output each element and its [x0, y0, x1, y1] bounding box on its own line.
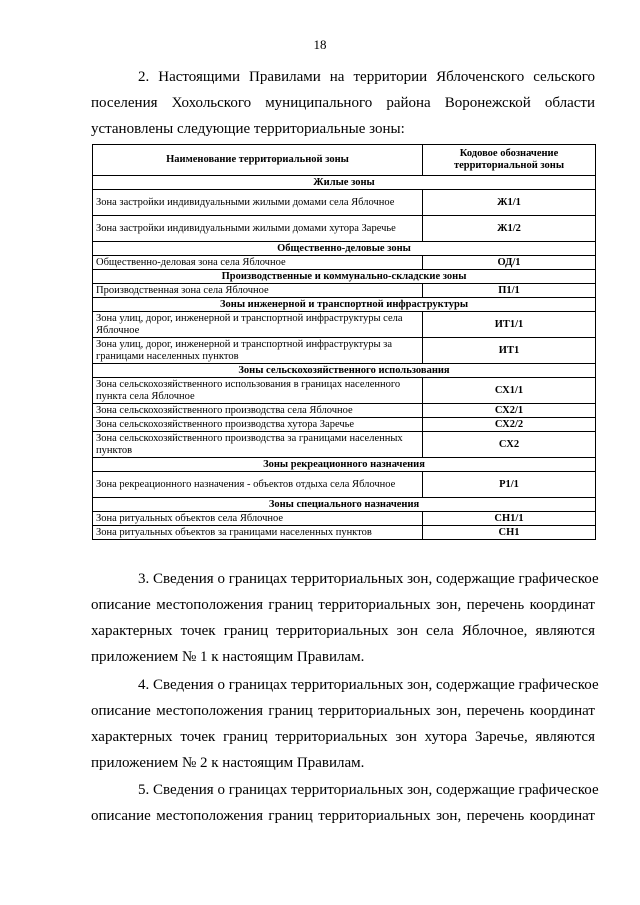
- section-row: [93, 298, 596, 312]
- table-row: [93, 256, 596, 270]
- column-header-code: Кодовое обозначение территориальной зоны: [423, 145, 596, 176]
- zone-code: Ж1/2: [423, 216, 596, 242]
- section-row: [93, 176, 596, 190]
- zone-code: Ж1/1: [423, 190, 596, 216]
- table-row: [93, 432, 596, 458]
- text-line: 5. Сведения о границах территориальных зон, содержащие графическое: [138, 782, 599, 798]
- section-title: Жилые зоны: [93, 176, 596, 190]
- zone-name: Производственная зона села Яблочное: [93, 284, 423, 298]
- paragraph-3: [91, 566, 599, 670]
- column-header-name: Наименование территориальной зоны: [93, 145, 423, 176]
- text-line: приложением № 2 к настоящим Правилам.: [91, 755, 365, 771]
- section-title: Зоны рекреационного назначения: [93, 458, 596, 472]
- zone-code: СХ1/1: [423, 378, 596, 404]
- table-row: [93, 404, 596, 418]
- section-title: Производственные и коммунально-складские зоны: [93, 270, 596, 284]
- zone-name: Зона рекреационного назначения - объектов отдыха села Яблочное: [93, 472, 423, 498]
- table-row: [93, 472, 596, 498]
- text-line: 2. Настоящими Правилами на территории Яблоченского сельского: [138, 69, 595, 85]
- paragraph-4: [91, 672, 599, 776]
- zone-name: Зона ритуальных объектов за границами населенных пунктов: [93, 526, 423, 540]
- zone-code: П1/1: [423, 284, 596, 298]
- zone-name: Зона сельскохозяйственного производства села Яблочное: [93, 404, 423, 418]
- zone-code: СН1/1: [423, 512, 596, 526]
- text-line: поселения Хохольского муниципального района Воронежской области: [91, 95, 595, 111]
- table-row: [93, 338, 596, 364]
- text-line: приложением № 1 к настоящим Правилам.: [91, 649, 365, 665]
- section-title: Зоны сельскохозяйственного использования: [93, 364, 596, 378]
- zone-code: Р1/1: [423, 472, 596, 498]
- table-row: [93, 512, 596, 526]
- text-line: характерных точек границ территориальных зон села Яблочное, являются: [91, 623, 595, 639]
- table-row: [93, 312, 596, 338]
- paragraph-2: [91, 64, 595, 142]
- zone-code: ОД/1: [423, 256, 596, 270]
- zone-name: Зона ритуальных объектов села Яблочное: [93, 512, 423, 526]
- zone-name: Зона сельскохозяйственного производства за границами населенных пунктов: [93, 432, 423, 458]
- section-title: Общественно-деловые зоны: [93, 242, 596, 256]
- text-line: описание местоположения границ территориальных зон, перечень координат: [91, 703, 595, 719]
- table-row: [93, 216, 596, 242]
- zone-name: Общественно-деловая зона села Яблочное: [93, 256, 423, 270]
- table-header-row: [93, 145, 596, 176]
- zone-code: ИТ1/1: [423, 312, 596, 338]
- section-title: Зоны инженерной и транспортной инфраструктуры: [93, 298, 596, 312]
- zone-name: Зона улиц, дорог, инженерной и транспортной инфраструктуры села Яблочное: [93, 312, 423, 338]
- zone-name: Зона сельскохозяйственного использования в границах населенного пункта села Яблочное: [93, 378, 423, 404]
- zone-code: СН1: [423, 526, 596, 540]
- zone-code: СХ2/1: [423, 404, 596, 418]
- section-row: [93, 498, 596, 512]
- section-title: Зоны специального назначения: [93, 498, 596, 512]
- table-row: [93, 284, 596, 298]
- section-row: [93, 242, 596, 256]
- zone-name: Зона улиц, дорог, инженерной и транспортной инфраструктуры за границами населенных пунктов: [93, 338, 423, 364]
- table-row: [93, 378, 596, 404]
- text-line: описание местоположения границ территориальных зон, перечень координат: [91, 808, 595, 824]
- text-line: характерных точек границ территориальных зон хутора Заречье, являются: [91, 729, 595, 745]
- table-row: [93, 190, 596, 216]
- text-line: описание местоположения границ территориальных зон, перечень координат: [91, 597, 595, 613]
- table-row: [93, 526, 596, 540]
- section-row: [93, 458, 596, 472]
- text-line: 3. Сведения о границах территориальных зон, содержащие графическое: [138, 571, 599, 587]
- text-line: 4. Сведения о границах территориальных зон, содержащие графическое: [138, 677, 599, 693]
- paragraph-5: [91, 777, 599, 829]
- zone-name: Зона застройки индивидуальными жилыми домами хутора Заречье: [93, 216, 423, 242]
- zone-code: СХ2: [423, 432, 596, 458]
- zone-code: СХ2/2: [423, 418, 596, 432]
- section-row: [93, 364, 596, 378]
- zone-code: ИТ1: [423, 338, 596, 364]
- page-number: 18: [313, 37, 327, 52]
- territorial-zones-table: [92, 144, 596, 540]
- zone-name: Зона сельскохозяйственного производства хутора Заречье: [93, 418, 423, 432]
- table-row: [93, 418, 596, 432]
- section-row: [93, 270, 596, 284]
- text-line: установлены следующие территориальные зоны:: [91, 121, 405, 137]
- zone-name: Зона застройки индивидуальными жилыми домами села Яблочное: [93, 190, 423, 216]
